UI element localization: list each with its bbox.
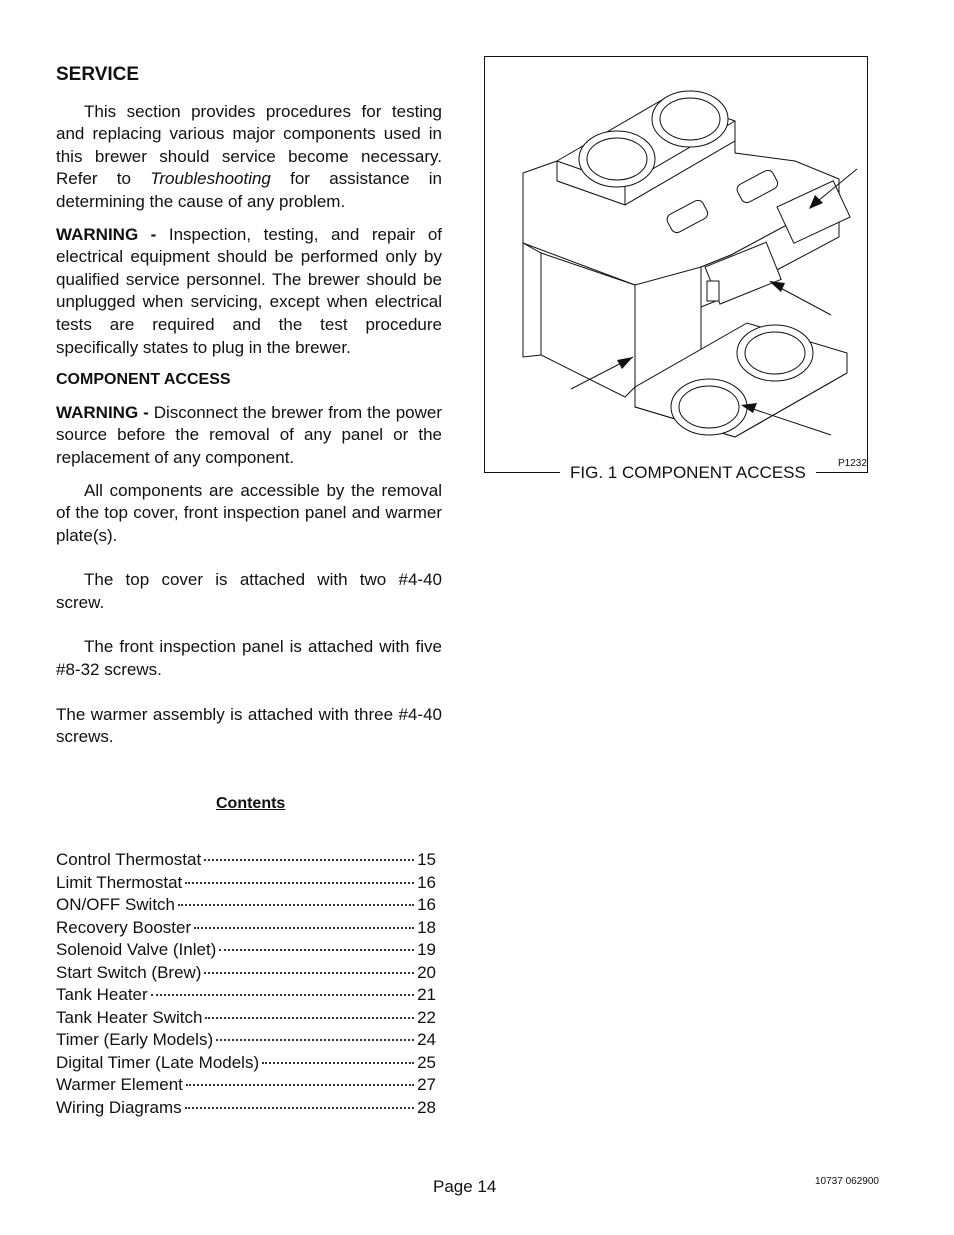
- warning-electrical: [56, 224, 442, 360]
- access-paragraph: All components are accessible by the removal of the top cover, front inspection panel and warmer plate(s).: [56, 480, 442, 545]
- brewer-illustration: [485, 57, 869, 474]
- figure-code: P1232: [838, 458, 867, 469]
- top-cover-paragraph: The top cover is attached with two #4-40 screw.: [56, 570, 442, 612]
- toc-row[interactable]: Solenoid Valve (Inlet) 19: [56, 940, 436, 959]
- component-access-figure: [484, 56, 868, 473]
- service-intro: [56, 101, 442, 214]
- toc-row[interactable]: Limit Thermostat 16: [56, 872, 436, 892]
- intro-text-b: for assistance in determining the cause of any problem.: [56, 169, 442, 211]
- warning-text: Inspection, testing, and repair of electrical equipment should be performed only by qualified service personnel. The brewer should be unplugged when servicing, except when electrical tests are required and the test procedure specifically states to plug in the brewer.: [56, 224, 443, 357]
- figure-caption: FIG. 1 COMPONENT ACCESS: [560, 463, 816, 483]
- toc-row[interactable]: Digital Timer (Late Models) 25: [56, 1052, 436, 1072]
- warmer-paragraph: The warmer assembly is attached with three #4-40 screws.: [56, 704, 442, 747]
- toc-row[interactable]: ON/OFF Switch 16: [56, 895, 436, 914]
- toc-row[interactable]: Start Switch (Brew) 20: [56, 962, 436, 982]
- toc-row[interactable]: Warmer Element 27: [56, 1075, 436, 1094]
- toc-row[interactable]: Tank Heater Switch 22: [56, 1007, 436, 1027]
- page-number: Page 14: [433, 1177, 497, 1196]
- warning-disconnect: [56, 402, 442, 470]
- table-of-contents: [56, 849, 436, 1119]
- toc-row[interactable]: Wiring Diagrams 28: [56, 1097, 436, 1117]
- toc-row[interactable]: Control Thermostat 15: [56, 850, 436, 869]
- document-code: 10737 062900: [815, 1176, 879, 1187]
- troubleshooting-reference: Troubleshooting: [150, 169, 271, 189]
- contents-heading: Contents: [216, 795, 286, 812]
- service-heading: SERVICE: [56, 64, 140, 85]
- toc-row[interactable]: Recovery Booster 18: [56, 917, 436, 937]
- warning-text: Disconnect the brewer from the power source before the removal of any panel or the replacement of any component.: [56, 402, 443, 467]
- warning-label: WARNING -: [56, 402, 149, 422]
- warning-label: WARNING -: [56, 224, 157, 244]
- toc-row[interactable]: Timer (Early Models) 24: [56, 1030, 436, 1049]
- front-panel-paragraph: The front inspection panel is attached with five #8-32 screws.: [56, 637, 442, 680]
- intro-text-a: This section provides procedures for testing and replacing various major components used in this brewer should service become necessary. Refer to: [56, 101, 442, 189]
- component-access-heading: COMPONENT ACCESS: [56, 371, 231, 389]
- toc-row[interactable]: Tank Heater 21: [56, 985, 436, 1004]
- service-section: [56, 64, 442, 759]
